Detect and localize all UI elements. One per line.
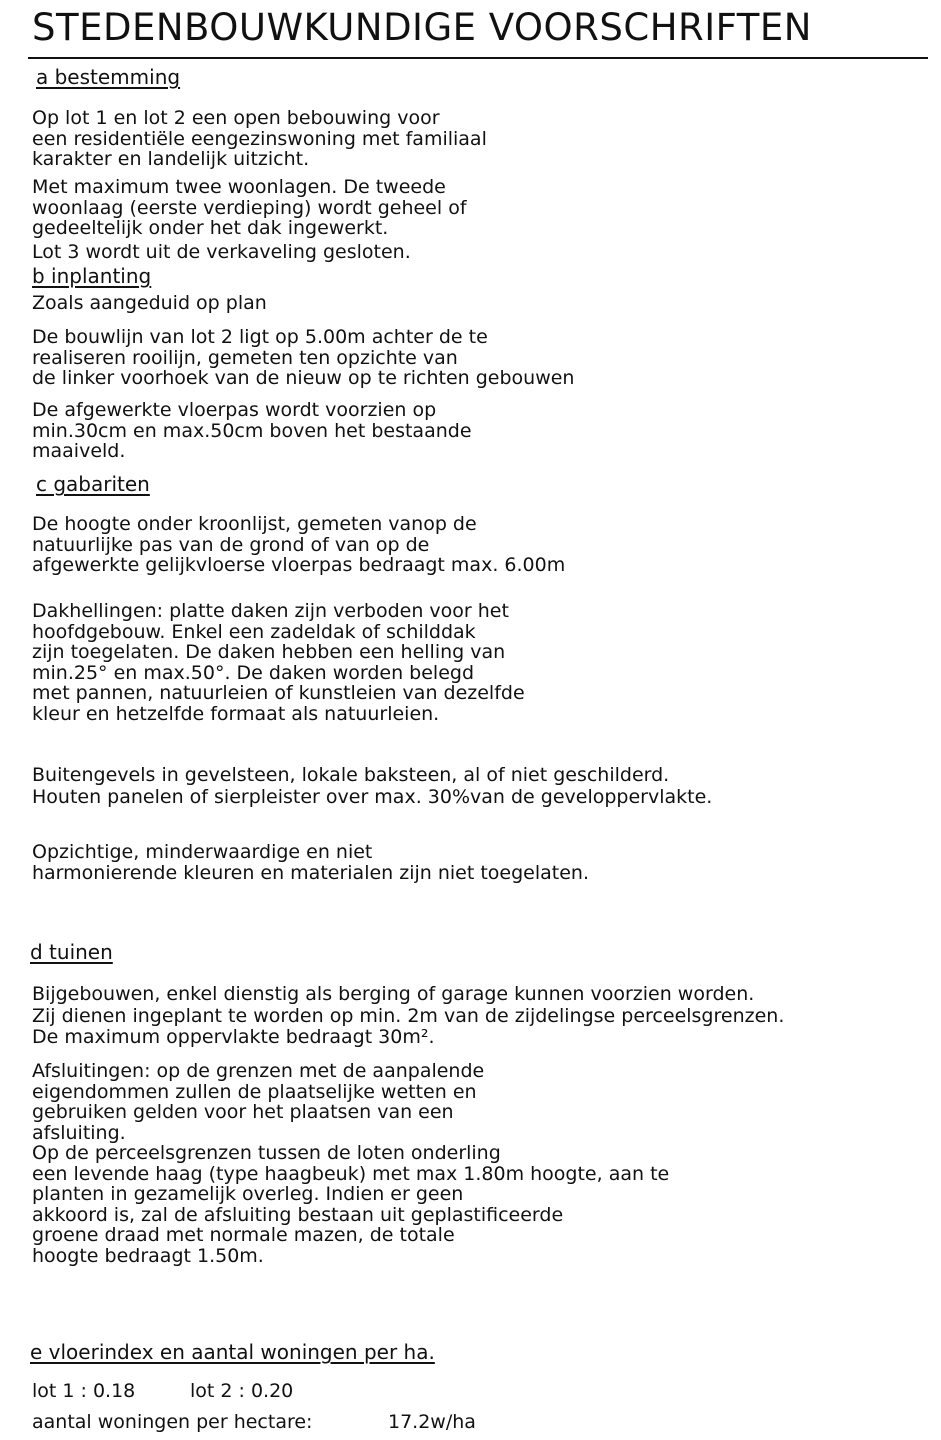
paragraph: Lot 3 wordt uit de verkaveling gesloten. — [32, 241, 411, 263]
paragraph: Opzichtige, minderwaardige en niet harmonierende kleuren en materialen zijn niet toegelaten. — [32, 841, 590, 884]
paragraph: Zoals aangeduid op plan — [32, 292, 267, 314]
paragraph: Afsluitingen: op de grenzen met de aanpalende eigendommen zullen de plaatselijke wetten en gebruiken gelden voor het plaatsen van een afsluiting. Op de perceelsgrenzen tussen de loten onderling een levende haag (type haagbeuk) met max 1.80m hoogte, aan te planten in gezamelijk overleg. Indien er geen akkoord is, zal de afsluiting bestaan uit geplastificeerde groene draad met normale mazen, de totale hoogte bedraagt 1.50m. — [32, 1060, 670, 1267]
paragraph: Met maximum twee woonlagen. De tweede woonlaag (eerste verdieping) wordt geheel of gedeeltelijk onder het dak ingewerkt. — [32, 176, 467, 239]
floor-index-lot-1: lot 1 : 0.18 — [32, 1380, 136, 1402]
paragraph: Op lot 1 en lot 2 een open bebouwing voor een residentiële eengezinswoning met familiaal karakter en landelijk uitzicht. — [32, 107, 487, 170]
floor-index-lot-2: lot 2 : 0.20 — [190, 1380, 294, 1402]
page-title: STEDENBOUWKUNDIGE VOORSCHRIFTEN — [32, 6, 812, 49]
section-heading-a: a bestemming — [36, 65, 181, 89]
title-underline — [28, 57, 928, 59]
paragraph: De afgewerkte vloerpas wordt voorzien op min.30cm en max.50cm boven het bestaande maaiveld. — [32, 399, 472, 462]
section-heading-e: e vloerindex en aantal woningen per ha. — [30, 1340, 435, 1364]
section-heading-c: c gabariten — [36, 472, 150, 496]
paragraph: De bouwlijn van lot 2 ligt op 5.00m achter de te realiseren rooilijn, gemeten ten opzichte van de linker voorhoek van de nieuw op te richten gebouwen — [32, 326, 575, 389]
paragraph: Bijgebouwen, enkel dienstig als berging of garage kunnen voorzien worden. Zij dienen ingeplant te worden op min. 2m van de zijdelingse perceelsgrenzen. De maximum oppervlakte bedraagt 30m². — [32, 983, 785, 1048]
paragraph: De hoogte onder kroonlijst, gemeten vanop de natuurlijke pas van de grond of van op de afgewerkte gelijkvloerse vloerpas bedraagt max. 6.00m — [32, 513, 566, 576]
paragraph: Dakhellingen: platte daken zijn verboden voor het hoofdgebouw. Enkel een zadeldak of schilddak zijn toegelaten. De daken hebben een helling van min.25° en max.50°. De daken worden belegd met pannen, natuurleien of kunstleien van dezelfde kleur en hetzelfde formaat als natuurleien. — [32, 600, 525, 725]
paragraph: Buitengevels in gevelsteen, lokale baksteen, al of niet geschilderd. Houten panelen of sierpleister over max. 30%van de geveloppervlakte. — [32, 764, 713, 808]
density-label: aantal woningen per hectare: — [32, 1411, 313, 1433]
section-heading-b: b inplanting — [32, 264, 152, 288]
density-value: 17.2w/ha — [388, 1411, 476, 1433]
section-heading-d: d tuinen — [30, 940, 113, 964]
